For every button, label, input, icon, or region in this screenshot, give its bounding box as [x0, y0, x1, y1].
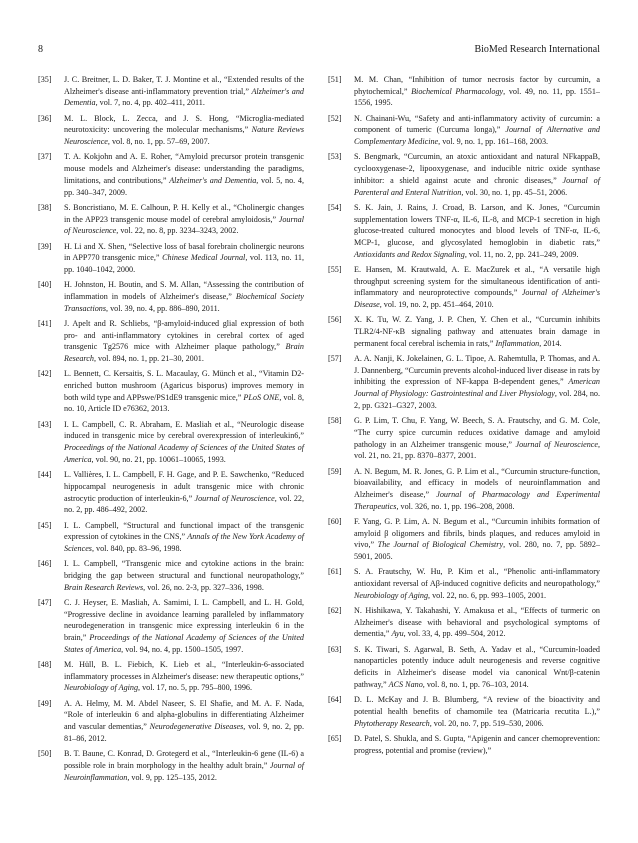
reference-source: Neurobiology of Aging: [64, 683, 139, 693]
reference-text: S. Bengmark, “Curcumin, an atoxic antioxidant and natural NFkappaB, cyclooxygenase-2, lipooxygenase, and inducible nitric oxide synthase inhibitor: a shield against acute and chronic diseases,”: [354, 152, 600, 185]
reference-text: B. T. Baune, C. Konrad, D. Grotegerd et al., “Interleukin-6 gene (IL-6) a possible role in brain morphology in the healthy adult brain,”: [64, 749, 304, 770]
reference-item: [328, 605, 600, 640]
reference-item: [38, 520, 304, 555]
reference-text: , vol. 19, no. 2, pp. 451–464, 2010.: [379, 300, 494, 310]
reference-item: [38, 151, 304, 198]
reference-source: Alzheimer's and Dementia: [64, 86, 304, 108]
reference-text: , vol. 21, no. 21, pp. 8370–8377, 2001.: [354, 439, 600, 461]
reference-number: [51]: [328, 75, 342, 84]
reference-source: Brain Research: [64, 342, 304, 364]
reference-text: S. A. Frautschy, W. Hu, P. Kim et al., “Phenolic anti-inflammatory antioxidant reversal of Aβ-induced cognitive deficits and neuropathology,”: [354, 567, 600, 589]
reference-number: [59]: [328, 466, 342, 476]
reference-text: A. A. Helmy, M. M. Abdel Naseer, S. El Shafie, and M. A. F. Nada, “Role of interleukin 6 and alpha-globulins in differentiating Alzheimer and vascular dementias,”: [64, 698, 304, 732]
reference-item: [328, 314, 600, 349]
reference-text: , vol. 9, pp. 125–135, 2012.: [127, 772, 217, 782]
reference-number: [64]: [328, 695, 342, 705]
reference-text: G. P. Lim, T. Chu, F. Yang, W. Beech, S. A. Frautschy, and G. M. Cole, “The curry spice curcumin reduces oxidative damage and amyloid pathology in an Alzheimer transgenic mouse,”: [354, 416, 600, 449]
reference-number: [43]: [38, 419, 52, 429]
reference-item: [38, 469, 304, 516]
reference-number: [38]: [38, 202, 52, 212]
reference-item: [328, 74, 600, 109]
reference-text: S. K. Jain, J. Rains, J. Croad, B. Larson, and K. Jones, “Curcumin supplementation lowers TNF-α, IL-6, IL-8, and MCP-1 secretion in high glucose-treated cultured monocytes and blood levels of TNF-α, IL-6, MCP-1, glucose, and glycosylated hemoglobin in diabetic rats,”: [354, 202, 600, 247]
reference-item: [38, 74, 304, 109]
reference-text: , vol. 26, no. 2-3, pp. 327–336, 1998.: [143, 582, 264, 592]
reference-text: M. L. Block, L. Zecca, and J. S. Hong, “Microglia-mediated neurotoxicity: uncovering the molecular mechanisms,”: [64, 113, 304, 135]
reference-item: [328, 733, 600, 756]
reference-text: , vol. 9, no. 1, pp. 161–168, 2003.: [438, 137, 549, 147]
reference-text: D. Patel, S. Shukla, and S. Gupta, “Apigenin and cancer chemoprevention: progress, potential and promise (review),”: [354, 733, 600, 755]
reference-source: ACS Nano: [388, 679, 423, 689]
reference-text: N. Hishikawa, Y. Takahashi, Y. Amakusa et al., “Effects of turmeric on Alzheimer's disease with behavioral and psychological symptoms of dementia,”: [354, 606, 600, 639]
reference-number: [49]: [38, 698, 52, 708]
reference-number: [35]: [38, 75, 52, 84]
reference-number: [50]: [38, 749, 52, 759]
reference-text: , vol. 30, no. 1, pp. 45–51, 2006.: [461, 187, 568, 197]
reference-text: , vol. 22, no. 8, pp. 3234–3243, 2002.: [116, 226, 239, 236]
reference-source: Inflammation: [495, 338, 540, 348]
reference-number: [60]: [328, 516, 342, 526]
references-left-column: [38, 74, 304, 787]
reference-text: M. M. Chan, “Inhibition of tumor necrosis factor by curcumin, a phytochemical,”: [354, 75, 600, 96]
reference-number: [42]: [38, 369, 52, 379]
reference-item: [328, 466, 600, 513]
reference-text: , vol. 20, no. 7, pp. 519–530, 2006.: [429, 718, 544, 728]
reference-text: C. J. Heyser, E. Masliah, A. Samimi, I. L. Campbell, and L. H. Gold, “Progressive decline in avoidance learning paralleled by inflammatory neurodegeneration in transgenic mice expressing interleukin 6 in the brain,”: [64, 597, 304, 643]
reference-text: , vol. 280, no. 7, pp. 5892–5901, 2005.: [354, 540, 600, 562]
reference-number: [52]: [328, 113, 342, 123]
reference-text: E. Hansen, M. Krautwald, A. E. MacZurek et al., “A versatile high throughput screening system for the simultaneous identification of anti-inflammatory and neuroprotective compounds,”: [354, 264, 600, 298]
reference-number: [53]: [328, 152, 342, 162]
reference-item: [38, 318, 304, 365]
reference-text: , vol. 5, no. 4, pp. 340–347, 2009.: [64, 175, 304, 197]
reference-item: [38, 202, 304, 237]
reference-number: [56]: [328, 315, 342, 325]
reference-source: Phytotherapy Research: [354, 718, 430, 728]
reference-text: , vol. 8, no. 1, pp. 57–69, 2007.: [107, 137, 210, 147]
reference-text: , vol. 9, no. 2, pp. 81–86, 2012.: [64, 722, 305, 743]
reference-text: I. L. Campbell, “Transgenic mice and cytokine actions in the brain: bridging the gap between structural and functional neuropathology,”: [64, 559, 304, 580]
reference-text: , vol. 33, 4, pp. 499–504, 2012.: [403, 629, 506, 639]
reference-source: Annals of the New York Academy of Sciences: [64, 532, 304, 553]
reference-source: Journal of Neuroscience: [64, 214, 304, 236]
reference-text: L. Vallières, I. L. Campbell, F. H. Gage, and P. E. Sawchenko, “Reduced hippocampal neurogenesis in adult transgenic mice with chronic astrocytic production of interleukin-6,”: [64, 470, 304, 503]
reference-item: [328, 264, 600, 311]
reference-item: [328, 202, 600, 261]
reference-number: [57]: [328, 354, 342, 364]
reference-text: , vol. 17, no. 5, pp. 795–800, 1996.: [138, 683, 253, 693]
reference-item: [328, 113, 600, 148]
reference-source: Chinese Medical Journal: [162, 253, 246, 263]
reference-item: [38, 659, 304, 694]
reference-number: [62]: [328, 606, 342, 616]
reference-text: D. L. McKay and J. B. Blumberg, “A review of the bioactivity and potential health benefits of chamomile tea (Matricaria recutita L.),”: [354, 695, 600, 716]
reference-text: A. N. Begum, M. R. Jones, G. P. Lim et al., “Curcumin structure-function, bioavailability, and efficacy in models of neuroinflammation and Alzheimer's disease,”: [354, 466, 600, 499]
reference-number: [37]: [38, 152, 52, 162]
reference-number: [41]: [38, 318, 52, 328]
reference-item: [328, 516, 600, 563]
reference-text: S. K. Tiwari, S. Agarwal, B. Seth, A. Yadav et al., “Curcumin-loaded nanoparticles potently induce adult neurogenesis and reverse cognitive deficits in Alzheimer's disease model via canonical Wnt/β-catenin pathway,”: [354, 644, 600, 689]
reference-source: Alzheimer's and Dementia: [169, 175, 257, 185]
reference-text: N. Chainani-Wu, “Safety and anti-inflammatory activity of curcumin: a component of tumeric (Curcuma longa),”: [354, 113, 600, 135]
reference-text: , vol. 22, no. 6, pp. 993–1005, 2001.: [428, 590, 547, 600]
reference-text: , vol. 7, no. 4, pp. 402–411, 2011.: [95, 98, 205, 108]
reference-number: [45]: [38, 520, 52, 530]
reference-text: , vol. 326, no. 1, pp. 196–208, 2008.: [396, 501, 515, 511]
reference-number: [61]: [328, 567, 342, 577]
reference-source: Biochemical Pharmacology: [411, 86, 504, 96]
reference-number: [36]: [38, 113, 52, 123]
reference-text: J. C. Breitner, L. D. Baker, T. J. Montine et al., “Extended results of the Alzheimer's disease anti-inflammatory prevention trial,”: [64, 75, 304, 96]
reference-text: , vol. 22, no. 2, pp. 486–492, 2002.: [64, 493, 304, 515]
reference-text: X. K. Tu, W. Z. Yang, J. P. Chen, Y. Chen et al., “Curcumin inhibits TLR2/4-NF-κB signaling pathway and attenuates brain damage in permanent focal cerebral ischemia in rats,”: [354, 315, 600, 348]
reference-text: H. Li and X. Shen, “Selective loss of basal forebrain cholinergic neurons in APP770 transgenic mice,”: [64, 241, 304, 263]
reference-text: A. A. Nanji, K. Jokelainen, G. L. Tipoe, A. Rahemtulla, P. Thomas, and A. J. Dannenberg, “Curcumin prevents alcohol-induced liver disease in rats by inhibiting the expression of NF-kappa B-dependent genes,”: [354, 354, 600, 387]
reference-number: [39]: [38, 241, 52, 251]
reference-source: Journal of Neuroinflammation: [64, 760, 304, 782]
reference-text: I. L. Campbell, “Structural and functional impact of the transgenic expression of cytokines in the CNS,”: [64, 520, 304, 542]
reference-source: Proceedings of the National Academy of Sciences of the United States of America: [64, 633, 304, 654]
reference-item: [328, 694, 600, 729]
reference-text: , vol. 840, pp. 83–96, 1998.: [91, 543, 182, 553]
reference-source: Ayu: [391, 629, 404, 639]
reference-item: [328, 151, 600, 198]
reference-source: Nature Reviews Neuroscience: [64, 125, 305, 147]
reference-item: [38, 748, 304, 783]
reference-source: Biochemical Society Transactions: [64, 291, 304, 313]
reference-number: [47]: [38, 597, 52, 607]
reference-source: Neurodegenerative Diseases: [149, 722, 244, 732]
reference-text: , 2014.: [539, 338, 562, 348]
reference-source: Journal of Alzheimer's Disease: [354, 288, 600, 310]
reference-item: [38, 698, 304, 745]
reference-item: [38, 241, 304, 276]
reference-source: The Journal of Biological Chemistry: [377, 540, 504, 550]
reference-number: [63]: [328, 644, 342, 654]
reference-text: F. Yang, G. P. Lim, A. N. Begum et al., “Curcumin inhibits formation of amyloid β oligomers and fibrils, binds plaques, and reduces amyloid in vivo,”: [354, 516, 600, 550]
reference-text: , vol. 8, no. 1, pp. 76–103, 2014.: [422, 679, 529, 689]
reference-item: [38, 558, 304, 593]
reference-number: [44]: [38, 470, 52, 480]
reference-text: , vol. 284, no. 2, pp. G321–G327, 2003.: [354, 389, 600, 410]
reference-number: [65]: [328, 733, 342, 743]
reference-text: T. A. Kokjohn and A. E. Roher, “Amyloid precursor protein transgenic mouse models and Alzheimer's disease: understanding the paradigms, limitations, and contributions,”: [64, 152, 304, 185]
reference-number: [55]: [328, 264, 342, 274]
reference-number: [46]: [38, 559, 52, 569]
reference-text: S. Boncristiano, M. E. Calhoun, P. H. Kelly et al., “Cholinergic changes in the APP23 transgenic mouse model of cerebral amyloidosis,”: [64, 202, 304, 224]
reference-source: Journal of Pharmacology and Experimental Therapeutics: [354, 489, 600, 511]
references-right-column: [328, 74, 600, 760]
reference-text: , vol. 113, no. 11, pp. 1040–1042, 2000.: [64, 253, 305, 274]
reference-text: , vol. 94, no. 4, pp. 1500–1505, 1997.: [121, 644, 244, 654]
reference-number: [40]: [38, 280, 52, 290]
reference-item: [38, 279, 304, 314]
reference-source: Antioxidants and Redox Signaling: [354, 249, 465, 259]
reference-text: , vol. 8, no. 10, Article ID e76362, 2013.: [64, 392, 304, 414]
reference-source: Journal of Parenteral and Enteral Nutrition: [354, 175, 600, 197]
reference-text: J. Apelt and R. Schliebs, “β-amyloid-induced glial expression of both pro- and anti-inflammatory cytokines in cerebral cortex of aged transgenic Tg2576 mice with Alzheimer plaque pathology,”: [64, 318, 304, 352]
reference-text: , vol. 894, no. 1, pp. 21–30, 2001.: [93, 354, 204, 364]
reference-number: [54]: [328, 202, 342, 212]
reference-text: I. L. Campbell, C. R. Abraham, E. Masliah et al., “Neurologic disease induced in transgenic mice by cerebral overexpression of interleukin6,”: [64, 419, 304, 441]
reference-item: [328, 415, 600, 462]
reference-item: [328, 644, 600, 691]
reference-text: , vol. 49, no. 11, pp. 1551–1556, 1995.: [354, 86, 600, 108]
reference-item: [38, 419, 304, 466]
journal-title: BioMed Research International: [474, 44, 600, 55]
reference-text: , vol. 39, no. 4, pp. 886–890, 2011.: [106, 303, 220, 313]
reference-source: Journal of Neuroscience: [194, 493, 275, 503]
reference-source: Proceedings of the National Academy of Sciences of the United States of America: [64, 443, 304, 464]
reference-source: American Journal of Physiology: Gastrointestinal and Liver Physiology: [354, 377, 600, 399]
reference-item: [328, 353, 600, 412]
page-header: [38, 44, 600, 58]
page-number: 8: [38, 44, 43, 55]
reference-item: [38, 597, 304, 656]
reference-text: H. Johnston, H. Boutin, and S. M. Allan, “Assessing the contribution of inflammation in models of Alzheimer's disease,”: [64, 280, 304, 301]
reference-source: PLoS ONE: [243, 392, 280, 402]
reference-text: M. Hüll, B. L. Fiebich, K. Lieb et al., “Interleukin-6-associated inflammatory processes in Alzheimer's disease: new therapeutic options,”: [64, 660, 304, 681]
reference-item: [328, 566, 600, 601]
reference-number: [48]: [38, 660, 52, 670]
reference-number: [58]: [328, 416, 342, 426]
reference-text: , vol. 11, no. 2, pp. 241–249, 2009.: [464, 249, 579, 259]
reference-text: , vol. 90, no. 21, pp. 10061–10065, 1993.: [91, 454, 226, 464]
reference-item: [38, 368, 304, 415]
reference-source: Neurobiology of Aging: [354, 590, 429, 600]
reference-text: L. Bennett, C. Kersaitis, S. L. Macaulay, G. Münch et al., “Vitamin D2-enriched button mushroom (Agaricus bisporus) improves memory in both wild type and APPswe/PS1dE9 transgenic mice,”: [64, 369, 304, 402]
reference-source: Brain Research Reviews: [64, 582, 144, 592]
reference-source: Journal of Alternative and Complementary Medicine: [354, 125, 600, 147]
reference-source: Journal of Neuroscience: [515, 439, 598, 449]
reference-item: [38, 113, 304, 148]
